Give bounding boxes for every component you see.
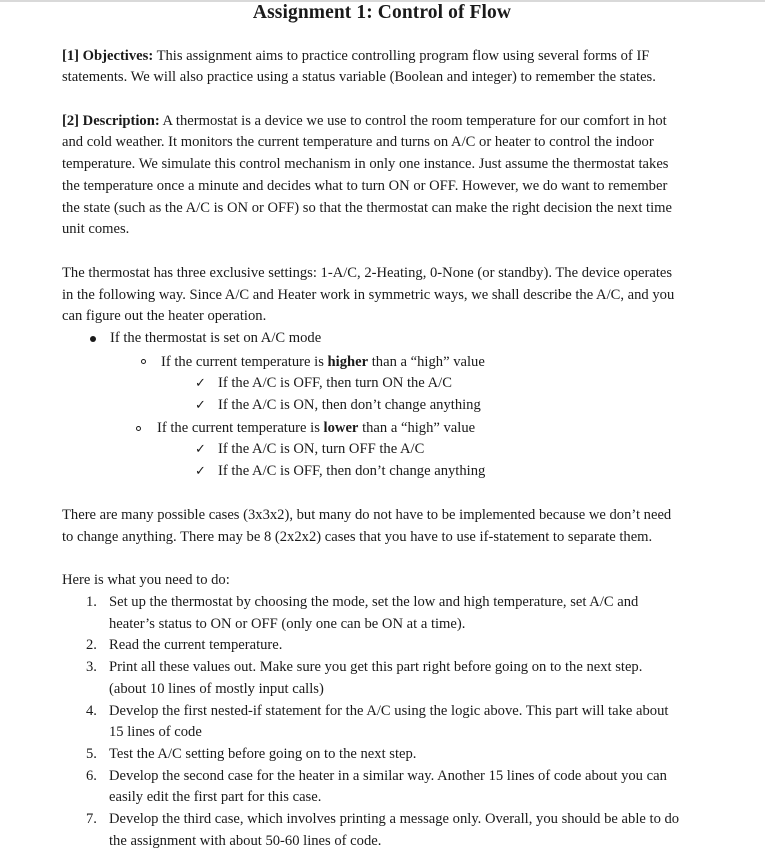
todo-item-3-line-2: (about 10 lines of mostly input calls) (109, 681, 324, 697)
todo-number-3: 3. (86, 659, 97, 675)
logic-higher-check-2: If the A/C is ON, then don’t change anything (218, 397, 481, 413)
description-line-3: temperature. We simulate this control mechanism in only one instance. Just assume the thermostat takes (62, 156, 669, 172)
logic-lower-line (157, 418, 475, 440)
cases-line-1: There are many possible cases (3x3x2), but many do not have to be implemented because we don’t need (62, 507, 672, 523)
todo-item-4-line-2: 15 lines of code (109, 724, 202, 740)
description-line-5: the state (such as the A/C is ON or OFF) so that the thermostat can make the right decision the next time (62, 200, 672, 216)
todo-item-6-line-1: Develop the second case for the heater in a similar way. Another 15 lines of code about you can (109, 768, 667, 784)
objectives-label: [1] Objectives: (62, 48, 154, 64)
todo-number-6: 6. (86, 768, 97, 784)
todo-item-2-line-1: Read the current temperature. (109, 637, 283, 653)
todo-item-3-line-1: Print all these values out. Make sure you get this part right before going on to the next step. (109, 659, 643, 675)
cases-line-2: to change anything. There may be 8 (2x2x2) cases that you have to use if-statement to separate them. (62, 529, 653, 545)
checkmark-icon: ✓ (195, 398, 206, 413)
page-title: Assignment 1: Control of Flow (252, 2, 512, 23)
logic-lower-word: lower (323, 420, 359, 436)
logic-lower-post: than a “high” value (362, 420, 476, 436)
bullet-ring-icon (141, 359, 146, 364)
logic-higher-pre: If the current temperature is (161, 354, 324, 370)
todo-item-6-line-2: easily edit the first part for this case. (109, 789, 322, 805)
todo-item-5-line-1: Test the A/C setting before going on to the next step. (109, 746, 417, 762)
bullet-ring-icon (136, 426, 141, 431)
logic-bullet: If the thermostat is set on A/C mode (110, 330, 322, 346)
description-line-4: the temperature once a minute and decides what to turn ON or OFF. However, we do want to remember (62, 178, 668, 194)
todo-number-1: 1. (86, 594, 97, 610)
logic-lower-check-2: If the A/C is OFF, then don’t change anything (218, 463, 486, 479)
settings-line-3: can figure out the heater operation. (62, 308, 267, 324)
objectives-line-1 (62, 46, 649, 68)
todo-number-7: 7. (86, 811, 97, 827)
description-label: [2] Description: (62, 113, 160, 129)
todo-item-1-line-2: heater’s status to ON or OFF (only one can be ON at a time). (109, 616, 466, 632)
settings-line-1: The thermostat has three exclusive settings: 1-A/C, 2-Heating, 0-None (or standby). The device operates (62, 265, 673, 281)
logic-lower-check-1: If the A/C is ON, turn OFF the A/C (218, 441, 425, 457)
objectives-line-2: statements. We will also practice using a status variable (Boolean and integer) to remember the states. (62, 69, 656, 85)
description-line-1 (62, 111, 667, 133)
objectives-text-1: This assignment aims to practice controlling program flow using several forms of IF (156, 48, 650, 64)
todo-item-7-line-1: Develop the third case, which involves printing a message only. Overall, you should be able to do (109, 811, 680, 827)
logic-higher-check-1: If the A/C is OFF, then turn ON the A/C (218, 375, 452, 391)
logic-higher-post: than a “high” value (371, 354, 485, 370)
checkmark-icon: ✓ (195, 442, 206, 457)
logic-higher-line (161, 352, 485, 374)
todo-number-4: 4. (86, 703, 97, 719)
todo-number-2: 2. (86, 637, 97, 653)
logic-lower-pre: If the current temperature is (157, 420, 320, 436)
settings-line-2: in the following way. Since A/C and Heater work in symmetric ways, we shall describe the A/C, and you (62, 287, 675, 303)
todo-intro: Here is what you need to do: (62, 572, 230, 588)
description-line-6: unit comes. (62, 221, 130, 237)
checkmark-icon: ✓ (195, 464, 206, 479)
todo-item-4-line-1: Develop the first nested-if statement for the A/C using the logic above. This part will take about (109, 703, 669, 719)
bullet-disc-icon (90, 336, 96, 342)
description-line-2: and cold weather. It monitors the current temperature and turns on A/C or heater to control the indoor (62, 134, 654, 150)
todo-item-1-line-1: Set up the thermostat by choosing the mode, set the low and high temperature, set A/C and (109, 594, 639, 610)
todo-number-5: 5. (86, 746, 97, 762)
description-text-1: A thermostat is a device we use to control the room temperature for our comfort in hot (162, 113, 667, 129)
todo-item-7-line-2: the assignment with about 50-60 lines of code. (109, 833, 382, 849)
checkmark-icon: ✓ (195, 376, 206, 391)
logic-higher-word: higher (327, 354, 369, 370)
